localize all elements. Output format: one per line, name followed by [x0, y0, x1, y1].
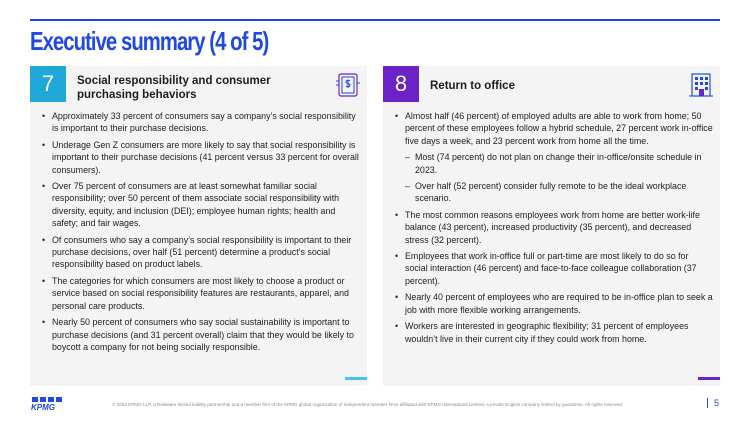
list-item: • Nearly 40 percent of employees who are required to be in-office plan to seek a job with more flexible working arrangements.: [393, 291, 713, 316]
receipt-dollar-icon: [335, 72, 361, 98]
panel-return-to-office: [383, 66, 720, 386]
copyright-footer: © 2023 KPMG LLP, a Delaware limited liability partnership and a member firm of the KPMG global organization of independent member firms affiliated with KPMG International Limited, a private English company limited by guarantee. All rights reserved.: [112, 402, 624, 407]
kpmg-logo: [30, 397, 68, 411]
panel-social-responsibility: [30, 66, 367, 386]
section-number: 8: [383, 66, 419, 102]
section-heading: Social responsibility and consumer purchasing behaviors: [77, 75, 271, 101]
bullet-list: [40, 110, 360, 357]
svg-text:KPMG: KPMG: [31, 403, 55, 411]
page-number: 5: [714, 398, 720, 408]
list-item: • The most common reasons employees work from home are better work-life balance (43 percent), increased productivity (35 percent), and decreased stress (32 percent).: [393, 209, 713, 246]
list-item: • Over 75 percent of consumers are at least somewhat familiar social responsibility; over 50 percent of them associate social responsibility with diversity, equity, and inclusion (DEI); employee human rights; health and safety; and fair wages.: [40, 180, 360, 230]
bullet-list: [393, 110, 713, 349]
panel-accent-bar: [345, 377, 367, 380]
list-item: – Most (74 percent) do not plan on change their in-office/onsite schedule in 2023.: [393, 151, 713, 176]
list-item: • Employees that work in-office full or part-time are most likely to do so for social interaction (46 percent) and face-to-face colleague collaboration (37 percent).: [393, 250, 713, 287]
section-heading: Return to office: [430, 80, 515, 92]
panel-accent-bar: [698, 377, 720, 380]
list-item: • Of consumers who say a company’s social responsibility is important to their purchase decisions, over half (51 percent) determine a product’s social responsibility based on product labels.: [40, 234, 360, 271]
office-building-icon: [688, 72, 714, 98]
list-item: • Workers are interested in geographic flexibility; 31 percent of employees wouldn’t live in their current city if they could work from home.: [393, 320, 713, 345]
page-title: Executive summary (4 of 5): [30, 26, 269, 56]
page-number-divider: [707, 398, 708, 408]
list-item: • Underage Gen Z consumers are more likely to say that social responsibility is important to their purchase decisions (41 percent versus 33 percent for overall consumers).: [40, 139, 360, 176]
list-item: • The categories for which consumers are most likely to choose a product or service based on social responsibility features are restaurants, apparel, and personal care products.: [40, 275, 360, 312]
list-item: – Over half (52 percent) consider fully remote to be the ideal workplace scenario.: [393, 180, 713, 205]
section-number: 7: [30, 66, 66, 102]
top-rule: [30, 19, 720, 21]
list-item: • Almost half (46 percent) of employed adults are able to work from home; 50 percent of these employees follow a hybrid schedule, 27 percent work in-office five days a week, and 23 percent work from home all the time.: [393, 110, 713, 147]
list-item: • Nearly 50 percent of consumers who say social sustainability is important to purchase decisions (and 31 percent overall) claim that they would be likely to boycott a company for not being socially responsible.: [40, 316, 360, 353]
list-item: • Approximately 33 percent of consumers say a company’s social responsibility is important to their purchase decisions.: [40, 110, 360, 135]
